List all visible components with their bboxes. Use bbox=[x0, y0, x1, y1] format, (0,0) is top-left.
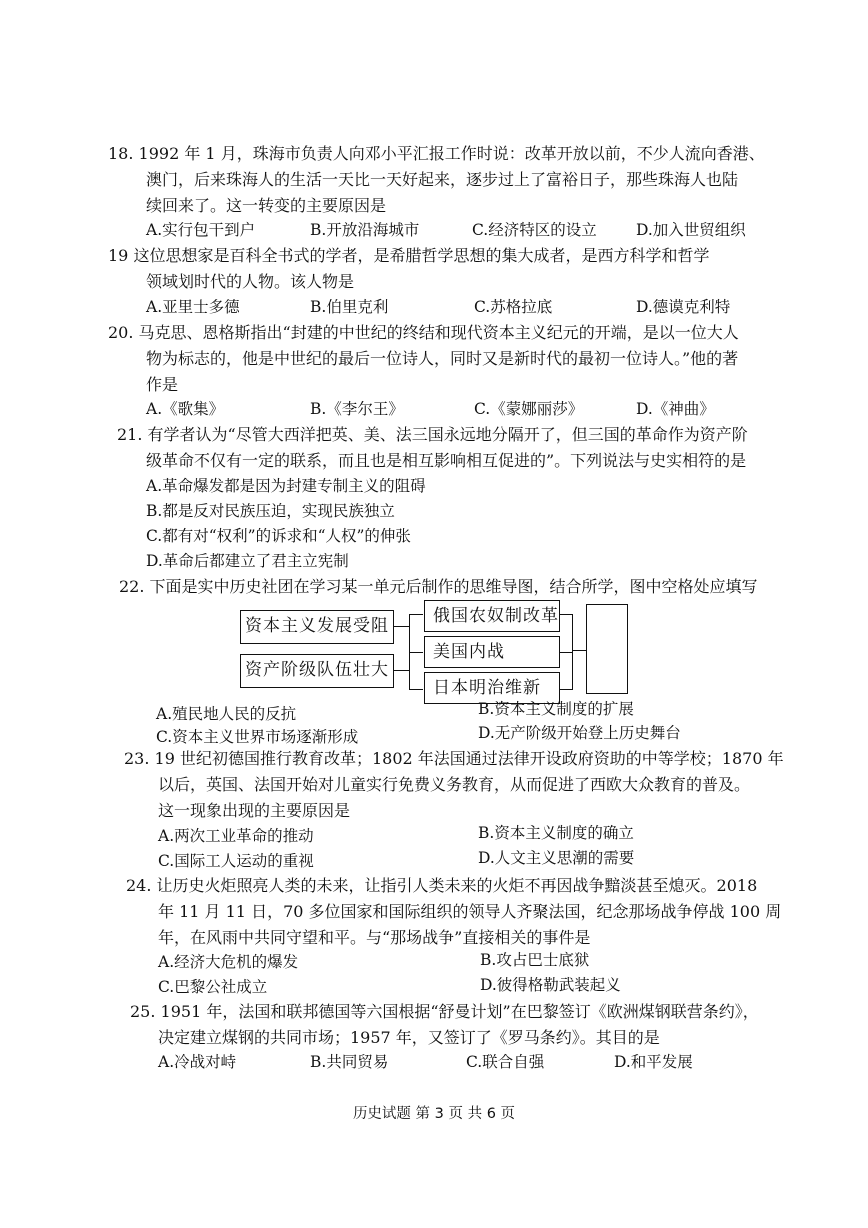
connector-bracket bbox=[572, 614, 573, 690]
q25-option-a[interactable]: A.冷战对峙 bbox=[158, 1053, 237, 1071]
q18-option-c[interactable]: C.经济特区的设立 bbox=[472, 221, 597, 239]
page-footer: 历史试题 第 3 页 共 6 页 bbox=[352, 1106, 516, 1122]
q18-option-d[interactable]: D.加入世贸组织 bbox=[636, 221, 746, 239]
diagram-middle-box-2: 美国内战 bbox=[424, 636, 560, 668]
q19-option-b[interactable]: B.伯里克利 bbox=[310, 298, 389, 316]
q21-line-2: 级革命不仅有一定的联系，而且也是相互影响相互促进的”。下列说法与史实相符的是 bbox=[146, 451, 747, 470]
diagram-middle-box-3: 日本明治维新 bbox=[424, 672, 560, 704]
q19-option-c[interactable]: C.苏格拉底 bbox=[474, 298, 553, 316]
q22-option-c[interactable]: C.资本主义世界市场逐渐形成 bbox=[156, 728, 359, 746]
q24-line-3: 年，在风雨中共同守望和平。与“那场战争”直接相关的事件是 bbox=[158, 928, 591, 947]
diagram-blank-answer-box[interactable] bbox=[586, 604, 628, 694]
q25-line-1: 25. 1951 年，法国和联邦德国等六国根据“舒曼计划”在巴黎签订《欧洲煤钢联营条约》， bbox=[130, 1002, 759, 1021]
q24-option-c[interactable]: C.巴黎公社成立 bbox=[158, 978, 268, 996]
q21-option-c[interactable]: C.都有对“权利”的诉求和“人权”的伸张 bbox=[146, 527, 411, 545]
diagram-middle-box-1: 俄国农奴制改革 bbox=[424, 600, 560, 632]
q25-line-2: 决定建立煤钢的共同市场；1957 年，又签订了《罗马条约》。其目的是 bbox=[158, 1028, 660, 1047]
q20-line-2: 物为标志的，他是中世纪的最后一位诗人，同时又是新时代的最初一位诗人。”他的著 bbox=[146, 349, 739, 368]
q23-line-2: 以后，英国、法国开始对儿童实行免费义务教育，从而促进了西欧大众教育的普及。 bbox=[158, 775, 751, 794]
q20-option-c[interactable]: C.《蒙娜丽莎》 bbox=[474, 400, 584, 418]
q25-option-c[interactable]: C.联合自强 bbox=[466, 1053, 545, 1071]
connector-line bbox=[560, 652, 572, 653]
q20-option-d[interactable]: D.《神曲》 bbox=[636, 400, 715, 418]
diagram-left-box-1: 资本主义发展受阻 bbox=[240, 610, 394, 644]
q18-option-b[interactable]: B.开放沿海城市 bbox=[310, 221, 420, 239]
q21-option-a[interactable]: A.革命爆发都是因为封建专制主义的阻碍 bbox=[146, 477, 426, 495]
q23-line-1: 23. 19 世纪初德国推行教育改革；1802 年法国通过法律开设政府资助的中等学校；1870 年 bbox=[124, 749, 784, 768]
q22-option-b[interactable]: B.资本主义制度的扩展 bbox=[478, 700, 634, 718]
q24-option-b[interactable]: B.攻占巴士底狱 bbox=[480, 951, 590, 969]
q18-line-3: 续回来了。这一转变的主要原因是 bbox=[146, 196, 387, 215]
connector-line bbox=[393, 670, 409, 671]
q20-line-1: 20. 马克思、恩格斯指出“封建的中世纪的终结和现代资本主义纪元的开端，是以一位大人 bbox=[108, 323, 739, 342]
q21-line-1: 21. 有学者认为“尽管大西洋把英、美、法三国永远地分隔开了，但三国的革命作为资产阶 bbox=[117, 425, 748, 444]
q20-option-b[interactable]: B.《李尔王》 bbox=[310, 400, 404, 418]
q22-option-a[interactable]: A.殖民地人民的反抗 bbox=[156, 705, 297, 723]
q20-line-3: 作是 bbox=[146, 375, 179, 394]
q23-line-3: 这一现象出现的主要原因是 bbox=[158, 801, 351, 820]
q23-option-c[interactable]: C.国际工人运动的重视 bbox=[158, 852, 314, 870]
connector-line bbox=[409, 614, 423, 615]
q21-option-d[interactable]: D.革命后都建立了君主立宪制 bbox=[146, 552, 349, 570]
q24-option-d[interactable]: D.彼得格勒武装起义 bbox=[480, 976, 621, 994]
q19-line-1: 19 这位思想家是百科全书式的学者，是希腊哲学思想的集大成者，是西方科学和哲学 bbox=[108, 246, 710, 265]
q23-option-d[interactable]: D.人文主义思潮的需要 bbox=[478, 849, 635, 867]
q21-option-b[interactable]: B.都是反对民族压迫，实现民族独立 bbox=[146, 502, 395, 520]
q25-option-d[interactable]: D.和平发展 bbox=[614, 1053, 693, 1071]
connector-line bbox=[572, 650, 586, 651]
q23-option-a[interactable]: A.两次工业革命的推动 bbox=[158, 827, 314, 845]
q19-line-2: 领域划时代的人物。该人物是 bbox=[146, 272, 355, 291]
q22-line-1: 22. 下面是实中历史社团在学习某一单元后制作的思维导图，结合所学，图中空格处应填写 bbox=[119, 577, 758, 596]
q24-line-1: 24. 让历史火炬照亮人类的未来，让指引人类未来的火炬不再因战争黯淡甚至熄灭。2018 bbox=[126, 876, 758, 895]
connector-line bbox=[393, 626, 409, 627]
diagram-left-box-2: 资产阶级队伍壮大 bbox=[240, 654, 394, 688]
q19-option-a[interactable]: A.亚里士多德 bbox=[146, 298, 240, 316]
q25-option-b[interactable]: B.共同贸易 bbox=[310, 1053, 389, 1071]
q18-line-1: 18. 1992 年 1 月，珠海市负责人向邓小平汇报工作时说：改革开放以前，不少人流向香港、 bbox=[108, 144, 765, 163]
q19-option-d[interactable]: D.德谟克利特 bbox=[636, 298, 731, 316]
q22-option-d[interactable]: D.无产阶级开始登上历史舞台 bbox=[478, 724, 681, 742]
q24-option-a[interactable]: A.经济大危机的爆发 bbox=[158, 953, 299, 971]
q20-option-a[interactable]: A.《歌集》 bbox=[146, 400, 225, 418]
connector-line bbox=[560, 689, 572, 690]
connector-line bbox=[560, 614, 572, 615]
connector-line bbox=[409, 689, 423, 690]
q23-option-b[interactable]: B.资本主义制度的确立 bbox=[478, 824, 634, 842]
q18-line-2: 澳门，后来珠海人的生活一天比一天好起来，逐步过上了富裕日子，那些珠海人也陆 bbox=[146, 170, 739, 189]
q18-option-a[interactable]: A.实行包干到户 bbox=[146, 221, 256, 239]
connector-line bbox=[409, 652, 423, 653]
q24-line-2: 年 11 月 11 日，70 多位国家和国际组织的领导人齐聚法国，纪念那场战争停战 100 周 bbox=[158, 902, 782, 921]
